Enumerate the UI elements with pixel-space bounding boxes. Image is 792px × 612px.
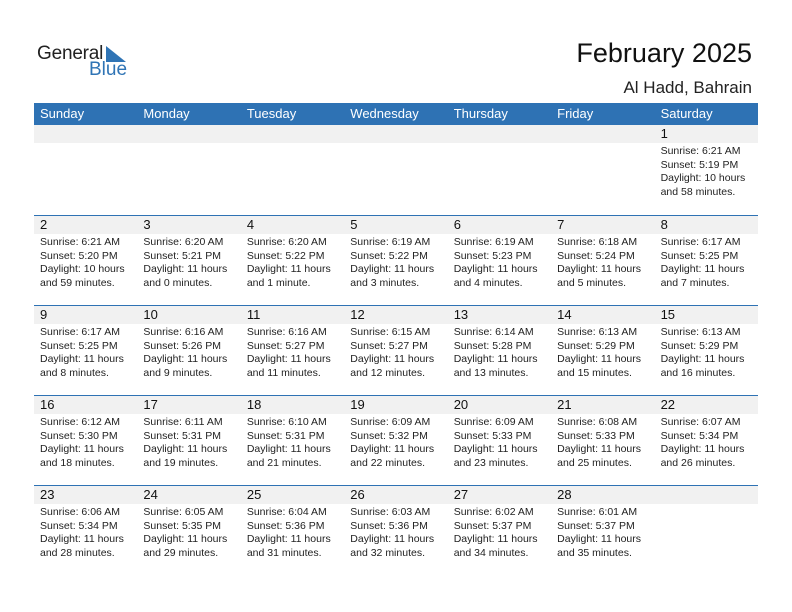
day-daylight-text: Daylight: 11 hours [453, 533, 538, 545]
day-sunset-text: Sunset: 5:27 PM [350, 339, 428, 352]
day-minutes-text: and 25 minutes. [557, 456, 632, 469]
weekday-wednesday: Wednesday [350, 106, 419, 121]
day-sunset-text: Sunset: 5:31 PM [246, 429, 325, 442]
day-sunset-text: Sunset: 5:24 PM [557, 249, 635, 262]
day-number: 16 [40, 397, 55, 412]
day-sunrise-text: Sunrise: 6:01 AM [557, 506, 638, 518]
day-sunset-text: Sunset: 5:34 PM [660, 429, 739, 442]
brand-logo [37, 43, 137, 83]
day-minutes-text: and 22 minutes. [350, 456, 425, 469]
day-sunset-text: Sunset: 5:33 PM [453, 429, 532, 442]
day-cell [448, 414, 551, 470]
day-minutes-text: and 3 minutes. [350, 276, 420, 289]
weekday-header [34, 103, 758, 125]
day-daylight-text: Daylight: 11 hours [557, 353, 641, 365]
day-sunrise-text: Sunrise: 6:13 AM [660, 326, 741, 338]
day-sunset-text: Sunset: 5:37 PM [557, 519, 635, 532]
day-daylight-text: Daylight: 11 hours [453, 353, 538, 365]
day-minutes-text: and 11 minutes. [246, 366, 321, 379]
day-daylight-text: Daylight: 11 hours [246, 263, 331, 275]
day-cell [655, 234, 758, 290]
day-number: 2 [40, 217, 48, 232]
day-number-strip [34, 486, 758, 504]
day-sunrise-text: Sunrise: 6:15 AM [350, 326, 431, 338]
day-daylight-text: Daylight: 11 hours [557, 443, 641, 455]
weekday-sunday: Sunday [40, 106, 85, 121]
day-cell [448, 504, 551, 560]
day-sunset-text: Sunset: 5:36 PM [350, 519, 428, 532]
day-sunset-text: Sunset: 5:28 PM [453, 339, 532, 352]
day-cell [137, 143, 240, 199]
day-cell [655, 143, 758, 199]
day-number-strip [34, 216, 758, 234]
day-sunrise-text: Sunrise: 6:06 AM [40, 506, 120, 518]
day-cell [551, 504, 654, 560]
day-number: 5 [350, 217, 358, 232]
calendar-week-row [34, 485, 758, 575]
day-daylight-text: Daylight: 11 hours [40, 533, 124, 545]
day-daylight-text: Daylight: 11 hours [143, 443, 228, 455]
day-number [655, 486, 758, 504]
day-cell [344, 414, 447, 470]
day-number [241, 125, 344, 143]
day-minutes-text: and 4 minutes. [453, 276, 523, 289]
day-sunset-text: Sunset: 5:26 PM [143, 339, 222, 352]
day-daylight-text: Daylight: 11 hours [660, 263, 745, 275]
day-minutes-text: and 21 minutes. [246, 456, 322, 469]
day-sunrise-text: Sunrise: 6:13 AM [557, 326, 638, 338]
day-cell [344, 234, 447, 290]
day-cell [551, 143, 654, 199]
location-subtitle: Al Hadd, Bahrain [623, 78, 752, 97]
day-sunrise-text: Sunrise: 6:03 AM [350, 506, 431, 518]
day-sunrise-text: Sunrise: 6:18 AM [557, 236, 638, 248]
day-sunrise-text: Sunrise: 6:05 AM [143, 506, 224, 518]
day-daylight-text: Daylight: 11 hours [350, 263, 435, 275]
day-minutes-text: and 34 minutes. [453, 546, 529, 559]
page-title: February 2025 [576, 38, 752, 68]
day-sunset-text: Sunset: 5:36 PM [246, 519, 325, 532]
day-number-strip [34, 396, 758, 414]
day-minutes-text: and 26 minutes. [660, 456, 736, 469]
day-minutes-text: and 16 minutes. [660, 366, 736, 379]
logo-text-blue: Blue [89, 59, 128, 80]
day-daylight-text: Daylight: 11 hours [246, 533, 331, 545]
weekday-monday: Monday [143, 106, 190, 121]
day-number: 11 [246, 307, 261, 322]
day-sunrise-text: Sunrise: 6:17 AM [660, 236, 741, 248]
day-number: 10 [143, 307, 158, 322]
day-cell [241, 504, 344, 560]
logo-text-general: General [37, 43, 104, 64]
weekday-tuesday: Tuesday [246, 106, 297, 121]
day-minutes-text: and 31 minutes. [246, 546, 322, 559]
day-number: 12 [350, 307, 365, 322]
day-daylight-text: Daylight: 11 hours [350, 533, 435, 545]
day-number: 15 [660, 307, 676, 322]
day-cell [551, 234, 654, 290]
day-cell [241, 143, 344, 199]
day-minutes-text: and 13 minutes. [453, 366, 529, 379]
day-sunset-text: Sunset: 5:32 PM [350, 429, 428, 442]
day-number: 1 [660, 126, 668, 141]
day-number: 24 [143, 487, 158, 502]
calendar-week-row [34, 125, 758, 215]
day-sunset-text: Sunset: 5:34 PM [40, 519, 118, 532]
day-info-strip [34, 324, 758, 380]
day-sunset-text: Sunset: 5:35 PM [143, 519, 222, 532]
day-number: 19 [350, 397, 365, 412]
day-info-strip [34, 234, 758, 290]
day-sunrise-text: Sunrise: 6:21 AM [40, 236, 120, 248]
day-minutes-text: and 28 minutes. [40, 546, 115, 559]
day-sunrise-text: Sunrise: 6:19 AM [453, 236, 534, 248]
day-sunrise-text: Sunrise: 6:08 AM [557, 416, 638, 428]
day-number: 3 [143, 217, 151, 232]
day-sunrise-text: Sunrise: 6:10 AM [246, 416, 327, 428]
day-daylight-text: Daylight: 11 hours [246, 353, 331, 365]
day-sunrise-text: Sunrise: 6:12 AM [40, 416, 120, 428]
day-cell [551, 414, 654, 470]
weekday-saturday: Saturday [660, 106, 713, 121]
day-daylight-text: Daylight: 11 hours [40, 353, 124, 365]
day-sunrise-text: Sunrise: 6:07 AM [660, 416, 741, 428]
weekday-thursday: Thursday [453, 106, 508, 121]
day-cell [34, 234, 137, 290]
day-sunrise-text: Sunrise: 6:16 AM [143, 326, 224, 338]
day-daylight-text: Daylight: 11 hours [660, 353, 745, 365]
day-minutes-text: and 8 minutes. [40, 366, 109, 379]
day-daylight-text: Daylight: 11 hours [453, 263, 538, 275]
day-number: 21 [557, 397, 572, 412]
day-sunset-text: Sunset: 5:21 PM [143, 249, 222, 262]
day-number: 20 [453, 397, 469, 412]
day-number: 25 [246, 487, 262, 502]
day-number: 17 [143, 397, 158, 412]
day-cell [344, 324, 447, 380]
day-daylight-text: Daylight: 11 hours [40, 443, 124, 455]
day-minutes-text: and 35 minutes. [557, 546, 632, 559]
day-number-strip [34, 306, 758, 324]
day-sunrise-text: Sunrise: 6:02 AM [453, 506, 534, 518]
day-number [448, 125, 551, 143]
day-daylight-text: Daylight: 10 hours [660, 172, 746, 184]
day-daylight-text: Daylight: 10 hours [40, 263, 125, 275]
day-cell [448, 234, 551, 290]
day-number: 13 [453, 307, 469, 322]
day-daylight-text: Daylight: 11 hours [350, 353, 435, 365]
day-cell [34, 324, 137, 380]
day-number: 7 [557, 217, 565, 232]
day-minutes-text: and 9 minutes. [143, 366, 213, 379]
day-cell [137, 504, 240, 560]
day-sunset-text: Sunset: 5:20 PM [40, 249, 118, 262]
day-cell [137, 414, 240, 470]
day-cell [34, 414, 137, 470]
day-minutes-text: and 7 minutes. [660, 276, 730, 289]
day-cell [448, 324, 551, 380]
day-cell [241, 324, 344, 380]
day-info-strip [34, 143, 758, 199]
day-number [137, 125, 240, 143]
day-daylight-text: Daylight: 11 hours [453, 443, 538, 455]
day-cell [655, 414, 758, 470]
day-daylight-text: Daylight: 11 hours [557, 533, 641, 545]
day-sunrise-text: Sunrise: 6:20 AM [246, 236, 327, 248]
day-number-strip [34, 125, 758, 143]
day-sunset-text: Sunset: 5:33 PM [557, 429, 635, 442]
day-sunset-text: Sunset: 5:23 PM [453, 249, 532, 262]
day-info-strip [34, 504, 758, 560]
day-minutes-text: and 12 minutes. [350, 366, 425, 379]
day-daylight-text: Daylight: 11 hours [143, 353, 228, 365]
day-sunrise-text: Sunrise: 6:09 AM [350, 416, 431, 428]
day-daylight-text: Daylight: 11 hours [143, 263, 228, 275]
day-number: 6 [453, 217, 461, 232]
day-minutes-text: and 32 minutes. [350, 546, 425, 559]
day-number: 26 [350, 487, 365, 502]
day-minutes-text: and 1 minute. [246, 276, 311, 289]
day-daylight-text: Daylight: 11 hours [660, 443, 745, 455]
day-cell [551, 324, 654, 380]
day-minutes-text: and 59 minutes. [40, 276, 115, 289]
day-sunset-text: Sunset: 5:30 PM [40, 429, 118, 442]
day-cell [655, 504, 758, 560]
day-sunset-text: Sunset: 5:37 PM [453, 519, 532, 532]
day-minutes-text: and 5 minutes. [557, 276, 627, 289]
day-cell [241, 234, 344, 290]
day-sunset-text: Sunset: 5:29 PM [557, 339, 635, 352]
day-daylight-text: Daylight: 11 hours [143, 533, 228, 545]
day-number: 18 [246, 397, 262, 412]
day-daylight-text: Daylight: 11 hours [246, 443, 331, 455]
calendar-week-row [34, 215, 758, 305]
day-cell [344, 143, 447, 199]
day-number [344, 125, 447, 143]
day-number: 14 [557, 307, 572, 322]
day-number: 9 [40, 307, 48, 322]
day-cell [655, 324, 758, 380]
day-minutes-text: and 18 minutes. [40, 456, 115, 469]
day-sunset-text: Sunset: 5:19 PM [660, 158, 739, 171]
day-sunrise-text: Sunrise: 6:17 AM [40, 326, 120, 338]
day-cell [241, 414, 344, 470]
calendar-grid [34, 103, 758, 575]
day-number: 22 [660, 397, 676, 412]
day-sunset-text: Sunset: 5:22 PM [246, 249, 325, 262]
day-sunrise-text: Sunrise: 6:19 AM [350, 236, 431, 248]
day-sunset-text: Sunset: 5:22 PM [350, 249, 428, 262]
day-cell [137, 324, 240, 380]
calendar-week-row [34, 395, 758, 485]
day-sunset-text: Sunset: 5:25 PM [40, 339, 118, 352]
day-sunset-text: Sunset: 5:27 PM [246, 339, 325, 352]
day-cell [137, 234, 240, 290]
day-daylight-text: Daylight: 11 hours [557, 263, 641, 275]
day-number: 28 [557, 487, 572, 502]
day-sunrise-text: Sunrise: 6:04 AM [246, 506, 327, 518]
weekday-friday: Friday [557, 106, 594, 121]
calendar-week-row [34, 305, 758, 395]
day-number [34, 125, 137, 143]
day-sunrise-text: Sunrise: 6:21 AM [660, 145, 741, 157]
day-sunset-text: Sunset: 5:31 PM [143, 429, 222, 442]
day-sunset-text: Sunset: 5:25 PM [660, 249, 739, 262]
day-sunrise-text: Sunrise: 6:09 AM [453, 416, 534, 428]
day-minutes-text: and 58 minutes. [660, 185, 736, 198]
day-sunrise-text: Sunrise: 6:11 AM [143, 416, 223, 428]
day-number [551, 125, 654, 143]
day-sunrise-text: Sunrise: 6:14 AM [453, 326, 534, 338]
day-daylight-text: Daylight: 11 hours [350, 443, 435, 455]
day-cell [34, 504, 137, 560]
day-cell [34, 143, 137, 199]
day-number: 27 [453, 487, 469, 502]
day-sunrise-text: Sunrise: 6:20 AM [143, 236, 224, 248]
day-minutes-text: and 29 minutes. [143, 546, 219, 559]
day-cell [344, 504, 447, 560]
day-sunset-text: Sunset: 5:29 PM [660, 339, 739, 352]
day-minutes-text: and 0 minutes. [143, 276, 213, 289]
day-number: 8 [660, 217, 668, 232]
day-sunrise-text: Sunrise: 6:16 AM [246, 326, 327, 338]
day-minutes-text: and 15 minutes. [557, 366, 632, 379]
day-number: 23 [40, 487, 55, 502]
day-number: 4 [246, 217, 255, 232]
day-cell [448, 143, 551, 199]
day-minutes-text: and 23 minutes. [453, 456, 529, 469]
day-minutes-text: and 19 minutes. [143, 456, 219, 469]
day-info-strip [34, 414, 758, 470]
